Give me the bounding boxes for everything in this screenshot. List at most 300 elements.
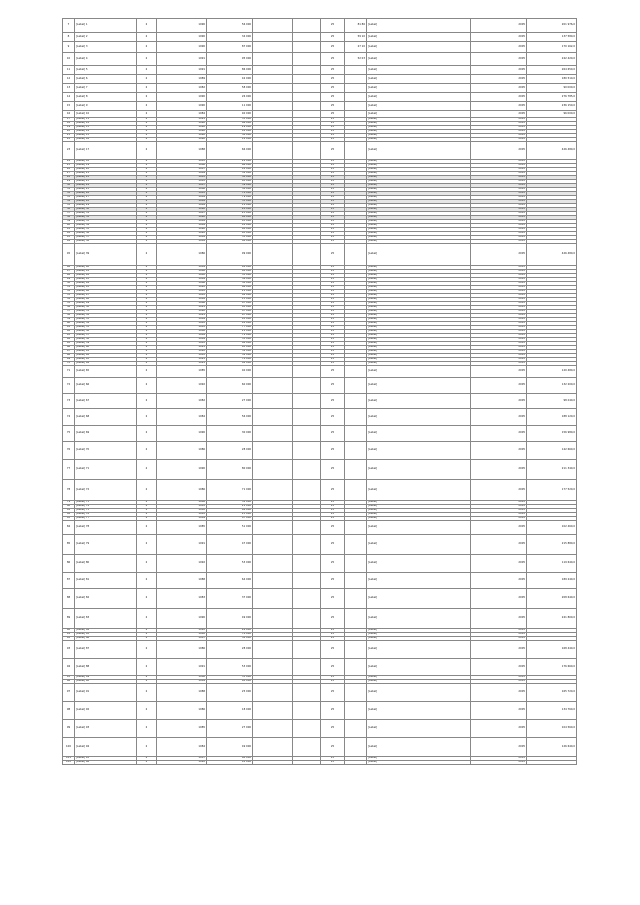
row-date: 2005 xyxy=(471,366,527,378)
row-col-f: 25 xyxy=(321,641,345,659)
row-category: 2 xyxy=(137,330,157,334)
row-col-f: 25 xyxy=(321,176,345,180)
row-col-f: 25 xyxy=(321,134,345,138)
row-col-g xyxy=(345,460,367,480)
row-col-f: 25 xyxy=(321,589,345,609)
row-value: 49 000 xyxy=(207,609,253,629)
row-name: [Label] 71 xyxy=(75,460,137,480)
row-year: 1984 xyxy=(157,240,207,244)
row-year: 1984 xyxy=(157,111,207,118)
row-category: 2 xyxy=(137,204,157,208)
row-name: [Label] 63 xyxy=(75,358,137,362)
row-number: 45 xyxy=(63,244,75,266)
row-year: 1983 xyxy=(157,180,207,184)
row-year: 1991 xyxy=(157,358,207,362)
row-category: 2 xyxy=(137,180,157,184)
row-amount: 188 120,0 xyxy=(527,409,577,426)
row-col-f: 25 xyxy=(321,342,345,346)
row-category: 2 xyxy=(137,118,157,122)
row-name: [Label] 78 xyxy=(75,521,137,535)
row-category: 2 xyxy=(137,220,157,224)
row-amount: 134 760,0 xyxy=(527,702,577,720)
row-year: 1990 xyxy=(157,19,207,33)
row-number: 88 xyxy=(63,589,75,609)
row-col-f: 25 xyxy=(321,322,345,326)
row-value: 49 000 xyxy=(207,738,253,757)
row-col-f: 25 xyxy=(321,426,345,442)
row-description: [Label] xyxy=(367,176,471,180)
row-year: 1991 xyxy=(157,535,207,555)
row-value-2 xyxy=(253,93,293,102)
row-number: 42 xyxy=(63,232,75,236)
row-year: 1989 xyxy=(157,266,207,270)
row-value: 40 000 xyxy=(207,366,253,378)
row-col-f: 25 xyxy=(321,378,345,394)
row-name: [Label] 27 xyxy=(75,196,137,200)
row-col-e xyxy=(293,535,321,555)
row-value-2 xyxy=(253,555,293,573)
row-value: 35 000 xyxy=(207,236,253,240)
row-date: 2005 xyxy=(471,142,527,160)
row-value: 23 000 xyxy=(207,513,253,517)
row-name: [Label] 82 xyxy=(75,589,137,609)
row-date: 2005 xyxy=(471,53,527,66)
row-col-f: 25 xyxy=(321,19,345,33)
row-col-f: 25 xyxy=(321,66,345,75)
row-value: 68 000 xyxy=(207,757,253,761)
row-value-2 xyxy=(253,42,293,53)
row-year: 1984 xyxy=(157,334,207,338)
row-category: 2 xyxy=(137,318,157,322)
row-description: [Label] xyxy=(367,641,471,659)
row-description: [Label] xyxy=(367,240,471,244)
row-value: 74 000 xyxy=(207,192,253,196)
row-value: 80 000 xyxy=(207,460,253,480)
row-year: 1984 xyxy=(157,196,207,200)
row-year: 1988 xyxy=(157,573,207,589)
table-row xyxy=(63,684,577,702)
row-date: 2005 xyxy=(471,442,527,460)
row-amount: 208 640,0 xyxy=(527,589,577,609)
row-value: 13 000 xyxy=(207,298,253,302)
row-year: 1988 xyxy=(157,142,207,160)
row-description: [Label] xyxy=(367,509,471,513)
row-value-2 xyxy=(253,142,293,160)
row-col-e xyxy=(293,573,321,589)
row-col-g xyxy=(345,366,367,378)
row-value: 96 000 xyxy=(207,509,253,513)
row-category: 2 xyxy=(137,358,157,362)
row-name: [Label] 83 xyxy=(75,609,137,629)
row-year: 1991 xyxy=(157,53,207,66)
row-category: 2 xyxy=(137,641,157,659)
row-col-f: 25 xyxy=(321,409,345,426)
row-date: 2005 xyxy=(471,573,527,589)
row-number: 13 xyxy=(63,84,75,93)
row-name: [Label] 42 xyxy=(75,274,137,278)
row-category: 2 xyxy=(137,334,157,338)
row-description: [Label] xyxy=(367,164,471,168)
row-description: [Label] xyxy=(367,318,471,322)
row-date: 2005 xyxy=(471,521,527,535)
row-value-2 xyxy=(253,33,293,42)
table-body xyxy=(63,19,577,765)
row-col-e xyxy=(293,480,321,501)
row-category: 2 xyxy=(137,350,157,354)
row-amount: 165 720,0 xyxy=(527,684,577,702)
row-year: 1986 xyxy=(157,641,207,659)
row-col-g xyxy=(345,244,367,266)
row-description: [Label] xyxy=(367,426,471,442)
row-date: 2005 xyxy=(471,513,527,517)
row-value-2 xyxy=(253,535,293,555)
row-date: 2005 xyxy=(471,172,527,176)
row-year: 1992 xyxy=(157,378,207,394)
row-col-f: 25 xyxy=(321,172,345,176)
row-value-2 xyxy=(253,66,293,75)
row-value: 11 000 xyxy=(207,204,253,208)
row-value: 66 000 xyxy=(207,142,253,160)
row-amount: 120 480,0 xyxy=(527,366,577,378)
row-col-f: 25 xyxy=(321,326,345,330)
row-category: 2 xyxy=(137,168,157,172)
row-date: 2005 xyxy=(471,322,527,326)
row-col-f: 25 xyxy=(321,188,345,192)
row-value: 91 000 xyxy=(207,322,253,326)
row-number: 14 xyxy=(63,93,75,102)
row-date: 2005 xyxy=(471,501,527,505)
row-amount: 170 162,0 xyxy=(527,42,577,53)
row-description: [Label] xyxy=(367,122,471,126)
row-name: [Label] 38 xyxy=(75,240,137,244)
row-name: [Label] 5 xyxy=(75,66,137,75)
row-number: 65 xyxy=(63,342,75,346)
row-category: 2 xyxy=(137,53,157,66)
row-col-f: 25 xyxy=(321,334,345,338)
row-category: 2 xyxy=(137,589,157,609)
row-amount: 211 340,0 xyxy=(527,460,577,480)
row-col-f: 25 xyxy=(321,42,345,53)
row-date: 2005 xyxy=(471,362,527,366)
row-number: 80 xyxy=(63,505,75,509)
row-number: 101 xyxy=(63,757,75,761)
table-row xyxy=(63,53,577,66)
row-name: [Label] 93 xyxy=(75,720,137,738)
row-amount: 189 240,0 xyxy=(527,573,577,589)
row-category: 2 xyxy=(137,659,157,676)
row-name: [Label] 3 xyxy=(75,42,137,53)
row-value: 27 000 xyxy=(207,720,253,738)
row-number: 60 xyxy=(63,322,75,326)
row-value: 78 000 xyxy=(207,358,253,362)
row-col-f: 25 xyxy=(321,761,345,765)
row-description: [Label] xyxy=(367,111,471,118)
row-category: 2 xyxy=(137,378,157,394)
row-col-g xyxy=(345,609,367,629)
row-col-f: 25 xyxy=(321,738,345,757)
row-name: [Label] 85 xyxy=(75,633,137,637)
row-date: 2005 xyxy=(471,204,527,208)
row-date: 2005 xyxy=(471,240,527,244)
row-value: 33 000 xyxy=(207,338,253,342)
table-row xyxy=(63,535,577,555)
row-amount: 132 200,0 xyxy=(527,378,577,394)
row-col-g xyxy=(345,535,367,555)
table-row xyxy=(63,720,577,738)
row-number: 43 xyxy=(63,236,75,240)
row-col-g xyxy=(345,589,367,609)
row-description: [Label] xyxy=(367,501,471,505)
row-value: 56 000 xyxy=(207,19,253,33)
row-year: 1990 xyxy=(157,426,207,442)
row-number: 82 xyxy=(63,513,75,517)
row-category: 2 xyxy=(137,480,157,501)
row-date: 2005 xyxy=(471,720,527,738)
row-value: 53 000 xyxy=(207,555,253,573)
row-col-e xyxy=(293,53,321,66)
row-value: 41 000 xyxy=(207,224,253,228)
row-number: 93 xyxy=(63,641,75,659)
row-col-g xyxy=(345,75,367,84)
row-value: 87 000 xyxy=(207,517,253,521)
row-col-g xyxy=(345,521,367,535)
row-value-2 xyxy=(253,480,293,501)
row-description: [Label] xyxy=(367,19,471,33)
row-date: 2005 xyxy=(471,164,527,168)
row-year: 1990 xyxy=(157,93,207,102)
row-col-f: 25 xyxy=(321,318,345,322)
row-date: 2005 xyxy=(471,270,527,274)
row-category: 2 xyxy=(137,442,157,460)
row-date: 2005 xyxy=(471,702,527,720)
row-name: [Label] 72 xyxy=(75,480,137,501)
row-category: 2 xyxy=(137,322,157,326)
row-description: [Label] xyxy=(367,134,471,138)
row-date: 2005 xyxy=(471,535,527,555)
row-name: [Label] 14 xyxy=(75,130,137,134)
row-year: 1984 xyxy=(157,236,207,240)
row-name: [Label] 80 xyxy=(75,555,137,573)
row-number: 70 xyxy=(63,362,75,366)
row-number: 91 xyxy=(63,633,75,637)
row-name: [Label] 12 xyxy=(75,122,137,126)
row-value: 21 000 xyxy=(207,505,253,509)
row-name: [Label] 23 xyxy=(75,180,137,184)
row-number: 26 xyxy=(63,168,75,172)
row-value: 51 000 xyxy=(207,521,253,535)
row-category: 2 xyxy=(137,278,157,282)
row-date: 2005 xyxy=(471,138,527,142)
row-number: 11 xyxy=(63,66,75,75)
row-value: 87 000 xyxy=(207,302,253,306)
row-value: 53 000 xyxy=(207,274,253,278)
row-name: [Label] 59 xyxy=(75,342,137,346)
row-name: [Label] 22 xyxy=(75,176,137,180)
row-name: [Label] 24 xyxy=(75,184,137,188)
row-date: 2005 xyxy=(471,505,527,509)
row-description: [Label] xyxy=(367,322,471,326)
row-value-2 xyxy=(253,53,293,66)
row-number: 23 xyxy=(63,142,75,160)
row-year: 1983 xyxy=(157,192,207,196)
row-year: 1991 xyxy=(157,346,207,350)
row-description: [Label] xyxy=(367,184,471,188)
row-col-e xyxy=(293,589,321,609)
row-category: 2 xyxy=(137,426,157,442)
row-amount: 104 560,0 xyxy=(527,720,577,738)
row-year: 1987 xyxy=(157,184,207,188)
row-date: 2005 xyxy=(471,196,527,200)
row-name: [Label] 30 xyxy=(75,208,137,212)
row-value-2 xyxy=(253,102,293,111)
row-date: 2005 xyxy=(471,346,527,350)
row-amount: 176 660,0 xyxy=(527,659,577,676)
row-description: [Label] xyxy=(367,676,471,680)
row-name: [Label] 94 xyxy=(75,738,137,757)
row-category: 2 xyxy=(137,310,157,314)
row-col-f: 25 xyxy=(321,629,345,633)
row-value: 98 000 xyxy=(207,216,253,220)
row-date: 2005 xyxy=(471,192,527,196)
row-year: 1984 xyxy=(157,204,207,208)
row-category: 2 xyxy=(137,535,157,555)
row-value: 28 000 xyxy=(207,442,253,460)
row-value-2 xyxy=(253,366,293,378)
row-year: 1988 xyxy=(157,270,207,274)
row-date: 2005 xyxy=(471,394,527,409)
row-col-g xyxy=(345,394,367,409)
row-number: 95 xyxy=(63,676,75,680)
row-col-f: 25 xyxy=(321,111,345,118)
table-row xyxy=(63,409,577,426)
row-value: 40 000 xyxy=(207,270,253,274)
row-date: 2005 xyxy=(471,629,527,633)
row-number: 87 xyxy=(63,573,75,589)
row-year: 1986 xyxy=(157,480,207,501)
row-description: [Label] xyxy=(367,142,471,160)
row-date: 2005 xyxy=(471,188,527,192)
row-number: 55 xyxy=(63,302,75,306)
row-description: [Label] xyxy=(367,84,471,93)
row-category: 2 xyxy=(137,555,157,573)
row-col-f: 25 xyxy=(321,637,345,641)
row-col-f: 25 xyxy=(321,659,345,676)
row-description: [Label] xyxy=(367,362,471,366)
row-description: [Label] xyxy=(367,394,471,409)
row-year: 1987 xyxy=(157,212,207,216)
row-value: 56 000 xyxy=(207,409,253,426)
row-category: 2 xyxy=(137,212,157,216)
row-year: 1992 xyxy=(157,761,207,765)
row-number: 50 xyxy=(63,282,75,286)
row-name: [Label] 41 xyxy=(75,270,137,274)
row-category: 2 xyxy=(137,208,157,212)
row-date: 2005 xyxy=(471,641,527,659)
row-number: 35 xyxy=(63,204,75,208)
row-name: [Label] 48 xyxy=(75,298,137,302)
row-col-f: 25 xyxy=(321,350,345,354)
row-year: 1987 xyxy=(157,637,207,641)
row-col-f: 25 xyxy=(321,196,345,200)
row-number: 74 xyxy=(63,409,75,426)
row-name: [Label] 87 xyxy=(75,641,137,659)
row-value: 82 000 xyxy=(207,294,253,298)
row-number: 49 xyxy=(63,278,75,282)
row-value: 71 000 xyxy=(207,480,253,501)
row-name: [Label] 60 xyxy=(75,346,137,350)
row-year: 1985 xyxy=(157,176,207,180)
row-category: 2 xyxy=(137,236,157,240)
row-name: [Label] 68 xyxy=(75,409,137,426)
row-value: 22 000 xyxy=(207,160,253,164)
row-amount: 98 240,0 xyxy=(527,394,577,409)
table-row xyxy=(63,378,577,394)
row-col-f: 25 xyxy=(321,509,345,513)
row-col-e xyxy=(293,409,321,426)
row-col-g xyxy=(345,659,367,676)
row-name: [Label] 53 xyxy=(75,318,137,322)
table-row xyxy=(63,555,577,573)
row-year: 1989 xyxy=(157,517,207,521)
row-col-f: 25 xyxy=(321,168,345,172)
row-description: [Label] xyxy=(367,220,471,224)
row-category: 2 xyxy=(137,75,157,84)
row-category: 2 xyxy=(137,354,157,358)
row-col-f: 25 xyxy=(321,521,345,535)
row-category: 2 xyxy=(137,66,157,75)
row-category: 2 xyxy=(137,232,157,236)
table-row xyxy=(63,244,577,266)
row-col-f: 25 xyxy=(321,346,345,350)
row-col-e xyxy=(293,609,321,629)
row-year: 1988 xyxy=(157,501,207,505)
row-name: [Label] 56 xyxy=(75,330,137,334)
row-date: 2005 xyxy=(471,180,527,184)
row-number: 54 xyxy=(63,298,75,302)
row-date: 2005 xyxy=(471,286,527,290)
row-value: 65 000 xyxy=(207,346,253,350)
row-number: 76 xyxy=(63,442,75,460)
row-description: [Label] xyxy=(367,200,471,204)
row-date: 2005 xyxy=(471,517,527,521)
row-name: [Label] 47 xyxy=(75,294,137,298)
row-value-2 xyxy=(253,19,293,33)
row-year: 1989 xyxy=(157,680,207,684)
table-row xyxy=(63,93,577,102)
row-col-e xyxy=(293,66,321,75)
row-col-e xyxy=(293,394,321,409)
row-col-f: 25 xyxy=(321,266,345,270)
row-number: 68 xyxy=(63,354,75,358)
table-row xyxy=(63,426,577,442)
row-col-g xyxy=(345,738,367,757)
row-year: 1985 xyxy=(157,720,207,738)
row-date: 2005 xyxy=(471,93,527,102)
row-col-f: 25 xyxy=(321,555,345,573)
row-category: 2 xyxy=(137,33,157,42)
row-number: 102 xyxy=(63,761,75,765)
row-date: 2005 xyxy=(471,274,527,278)
row-year: 1986 xyxy=(157,442,207,460)
row-col-f: 25 xyxy=(321,517,345,521)
table-row xyxy=(63,573,577,589)
row-description: [Label] xyxy=(367,505,471,509)
row-category: 2 xyxy=(137,42,157,53)
row-date: 2005 xyxy=(471,310,527,314)
row-col-e xyxy=(293,378,321,394)
row-value-2 xyxy=(253,409,293,426)
row-date: 2005 xyxy=(471,354,527,358)
